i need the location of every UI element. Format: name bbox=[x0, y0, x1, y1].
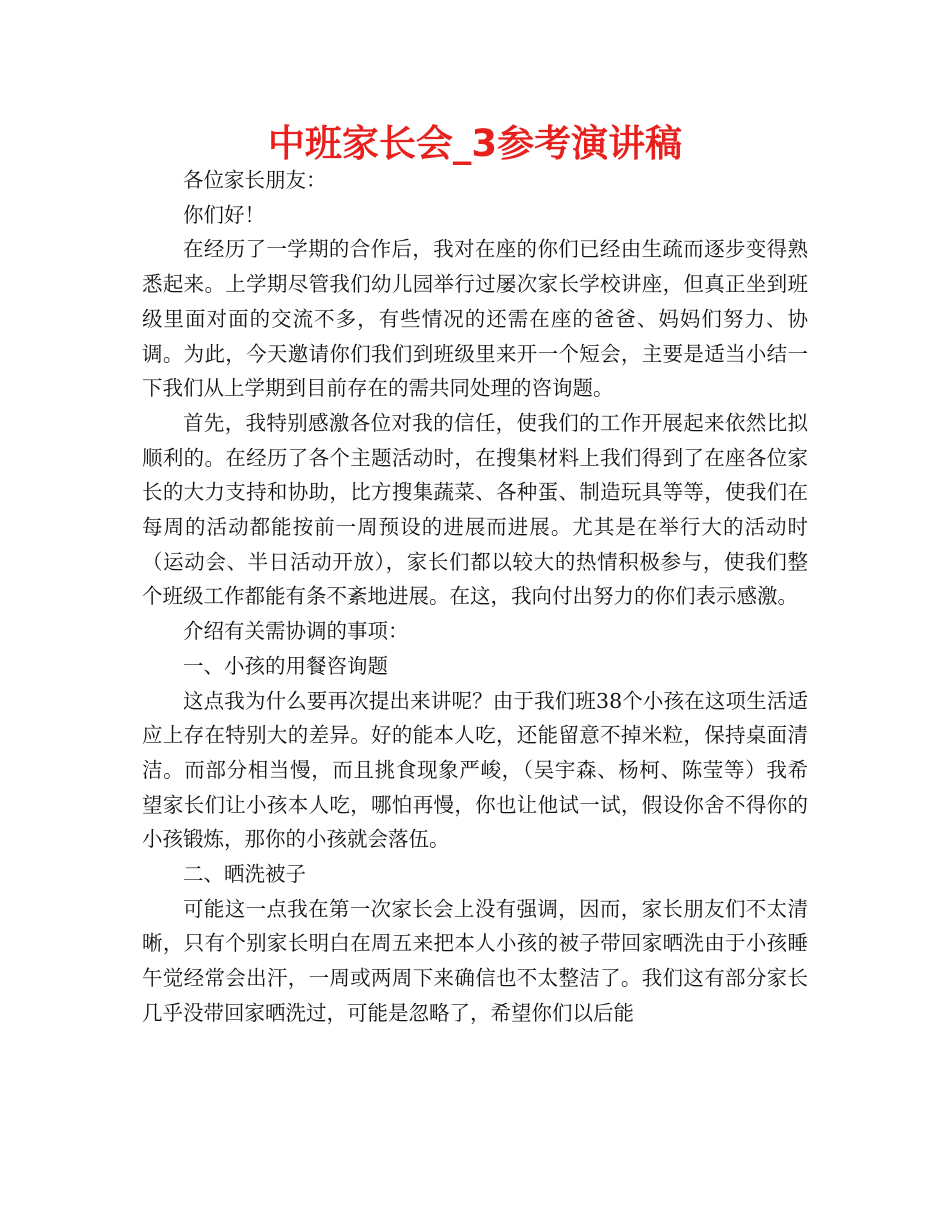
paragraph-intro: 在经历了一学期的合作后，我对在座的你们已经由生疏而逐步变得熟悉起来。上学期尽管我们幼儿园举行过屡次家长学校讲座，但真正坐到班级里面对面的交流不多，有些情况的还需在座的爸爸、妈妈们努力、协调。为此，今天邀请你们我们到班级里来开一个短会，主要是适当小结一下我们从上学期到目前存在的需共同处理的咨询题。 bbox=[142, 237, 808, 401]
paragraph-quilts: 可能这一点我在第一次家长会上没有强调，因而，家长朋友们不太清晰，只有个别家长明白在周五来把本人小孩的被子带回家晒洗由于小孩睡午觉经常会出汗，一周或两周下来确信也不太整洁了。我们这有部分家长几乎没带回家晒洗过，可能是忽略了，希望你们以后能 bbox=[142, 896, 808, 1025]
document-body bbox=[142, 163, 808, 1031]
section-heading-meals: 一、小孩的用餐咨询题 bbox=[183, 653, 388, 678]
paragraph-hello: 你们好！ bbox=[183, 202, 265, 227]
document-title: 中班家长会_3参考演讲稿 bbox=[267, 122, 683, 165]
paragraph-matters-heading: 介绍有关需协调的事项： bbox=[183, 619, 409, 644]
section-heading-quilts: 二、晒洗被子 bbox=[183, 862, 306, 887]
paragraph-thanks: 首先，我特别感激各位对我的信任，使我们的工作开展起来依然比拟顺利的。在经历了各个主题活动时，在搜集材料上我们得到了在座各位家长的大力支持和协助，比方搜集蔬菜、各种蛋、制造玩具等等，使我们在每周的活动都能按前一周预设的进展而进展。尤其是在举行大的活动时（运动会、半日活动开放），家长们都以较大的热情积极参与，使我们整个班级工作都能有条不紊地进展。在这，我向付出努力的你们表示感激。 bbox=[142, 410, 808, 609]
paragraph-greeting: 各位家长朋友： bbox=[183, 168, 327, 192]
paragraph-meals: 这点我为什么要再次提出来讲呢？由于我们班38个小孩在这项生活适应上存在特别大的差异。好的能本人吃，还能留意不掉米粒，保持桌面清洁。而部分相当慢，而且挑食现象严峻，（吴宇森、杨柯、陈莹等）我希望家长们让小孩本人吃，哪怕再慢，你也让他试一试，假设你舍不得你的小孩锻炼，那你的小孩就会落伍。 bbox=[142, 688, 808, 852]
